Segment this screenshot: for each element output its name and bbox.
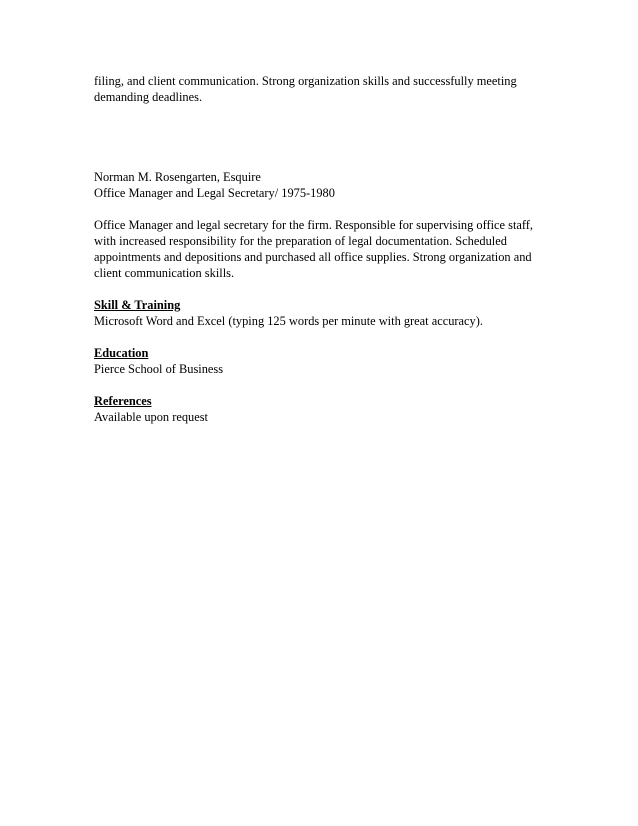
- education-section: [94, 345, 564, 377]
- references-heading: References: [94, 394, 152, 408]
- spacer: [94, 105, 564, 169]
- job-position: Office Manager and Legal Secretary/ 1975-1980: [94, 186, 335, 200]
- job-description-line: Office Manager and legal secretary for the firm. Responsible for supervising office staff,: [94, 218, 534, 232]
- skills-heading: Skill & Training: [94, 298, 181, 312]
- spacer: [94, 329, 564, 345]
- education-heading: Education: [94, 346, 149, 360]
- spacer: [94, 377, 564, 393]
- intro-paragraph: [94, 73, 564, 105]
- skills-text: Microsoft Word and Excel (typing 125 words per minute with great accuracy).: [94, 314, 483, 328]
- job-employer: Norman M. Rosengarten, Esquire: [94, 170, 261, 184]
- skills-section: [94, 297, 564, 329]
- references-text: Available upon request: [94, 410, 209, 424]
- job-description-line: client communication skills.: [94, 266, 235, 280]
- job-description-line: appointments and depositions and purchased all office supplies. Strong organization and: [94, 250, 532, 264]
- spacer: [94, 201, 564, 217]
- intro-line: filing, and client communication. Strong organization skills and successfully meeting: [94, 74, 517, 88]
- job-description: [94, 217, 564, 281]
- resume-content: [94, 73, 564, 425]
- job-entry: [94, 169, 564, 281]
- education-text: Pierce School of Business: [94, 362, 224, 376]
- job-description-line: with increased responsibility for the preparation of legal documentation. Scheduled: [94, 234, 507, 248]
- spacer: [94, 281, 564, 297]
- references-section: [94, 393, 564, 425]
- intro-line: demanding deadlines.: [94, 90, 203, 104]
